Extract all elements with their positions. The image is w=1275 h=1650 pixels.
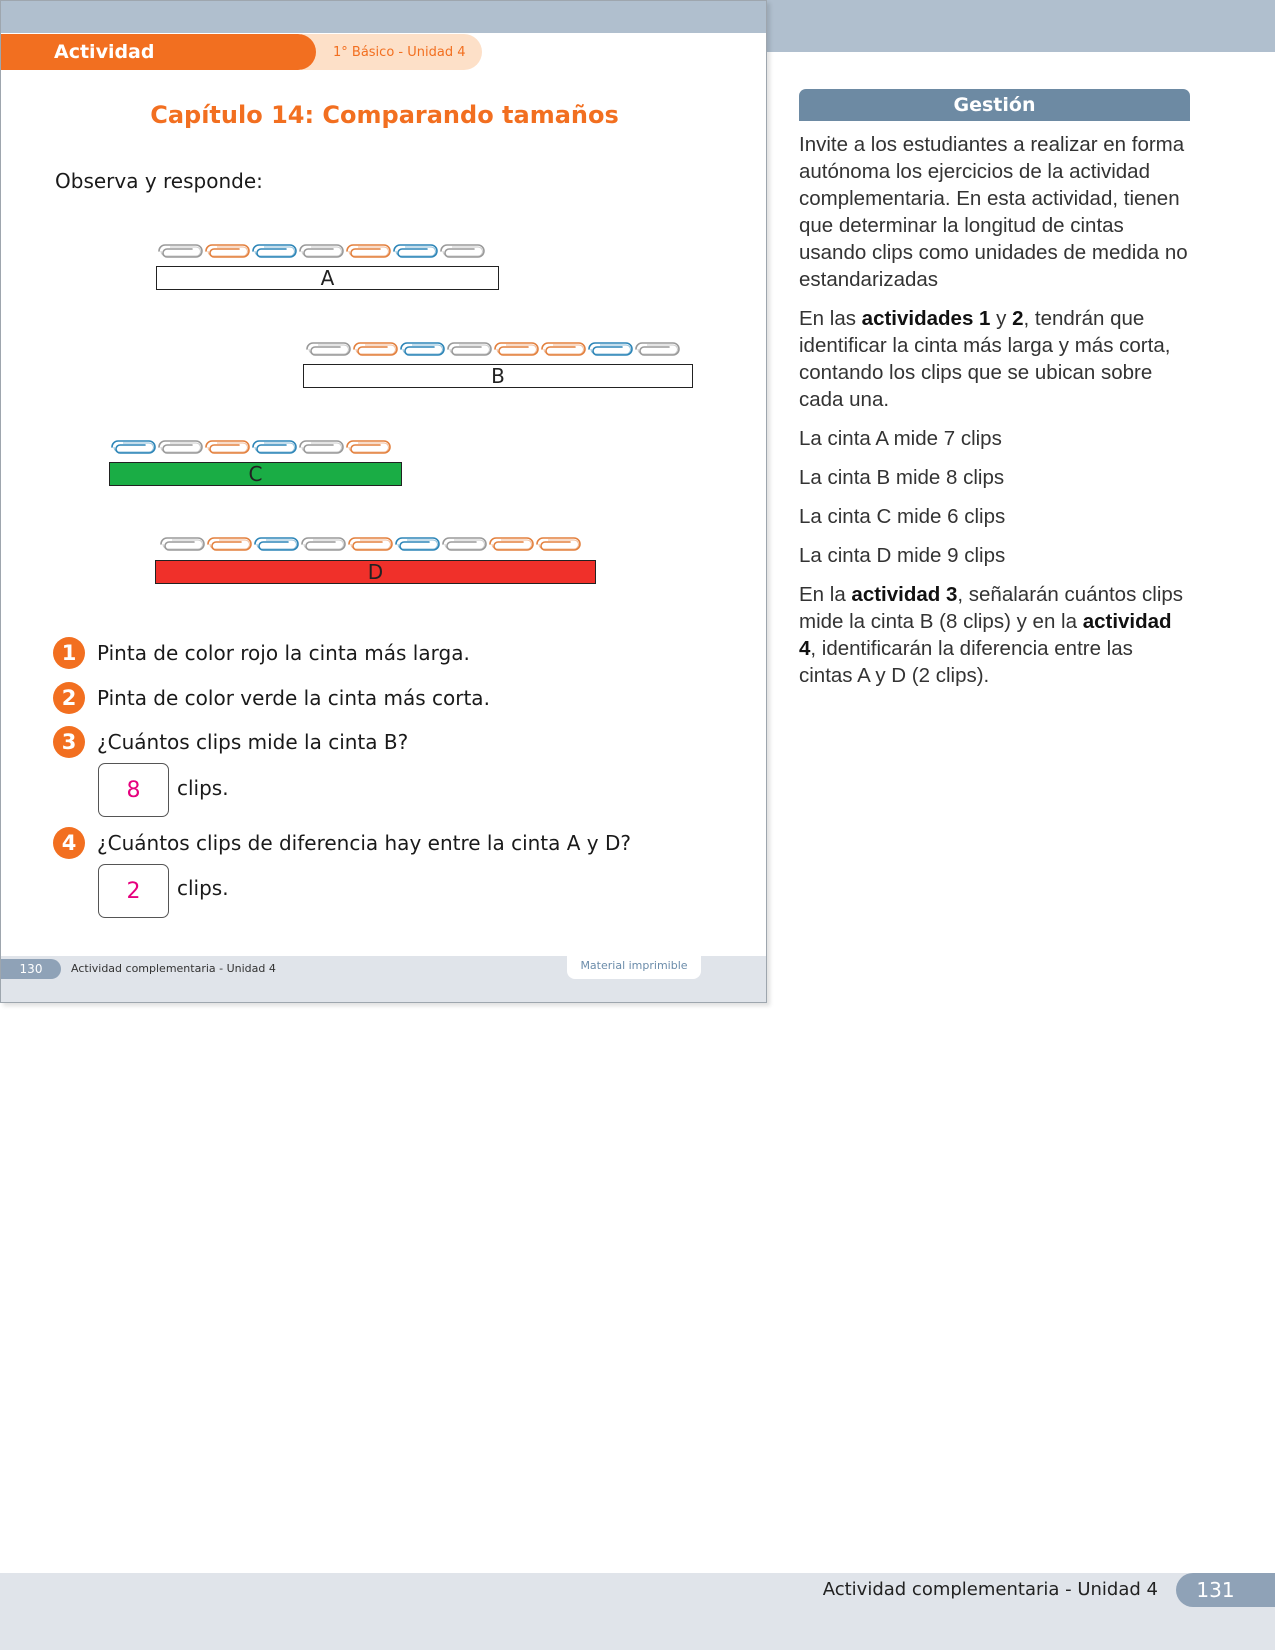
text-run: , señalarán cuántos clips mide la cinta B (8 clips) y en la <box>799 583 1184 633</box>
paper-clip-icon <box>203 438 250 456</box>
answer-box-4[interactable]: 2 <box>98 864 169 918</box>
paper-clip-icon <box>440 535 487 553</box>
left-footer-text: Actividad complementaria - Unidad 4 <box>71 962 276 975</box>
paper-clip-icon <box>304 340 351 358</box>
paper-clip-icon <box>534 535 581 553</box>
grade-unit-tag: 1° Básico - Unidad 4 <box>301 34 482 70</box>
paper-clip-icon <box>487 535 534 553</box>
gestion-header: Gestión <box>799 89 1190 121</box>
material-imprimible-tab: Material imprimible <box>567 954 701 979</box>
gestion-paragraph-3 <box>799 581 1191 689</box>
question-text: Pinta de color rojo la cinta más larga. <box>97 641 470 665</box>
text-run: y <box>990 307 1013 330</box>
clip-row-a <box>156 242 485 260</box>
text-run: En las <box>799 307 862 330</box>
question-text: ¿Cuántos clips mide la cinta B? <box>97 730 409 754</box>
tape-a[interactable]: A <box>156 266 499 290</box>
paper-clip-icon <box>391 242 438 260</box>
paper-clip-icon <box>438 242 485 260</box>
text-run: , identificarán la diferencia entre las cintas A y D (2 clips). <box>799 637 1133 687</box>
bold-run: actividades 1 <box>861 307 991 330</box>
tape-b[interactable]: B <box>303 364 693 388</box>
text-run: En la <box>799 583 852 606</box>
question-number-badge: 4 <box>53 827 85 859</box>
tape-d-measure: La cinta D mide 9 clips <box>799 544 1006 567</box>
paper-clip-icon <box>633 340 680 358</box>
paper-clip-icon <box>445 340 492 358</box>
paper-clip-icon <box>351 340 398 358</box>
answer-box-3[interactable]: 8 <box>98 763 169 817</box>
paper-clip-icon <box>346 535 393 553</box>
text-run: , tendrán que identificar la cinta más larga y más corta, contando los clips que se ubican sobre cada una. <box>799 307 1171 411</box>
paper-clip-icon <box>398 340 445 358</box>
paper-clip-icon <box>297 438 344 456</box>
question-1 <box>53 637 470 669</box>
tape-c-measure: La cinta C mide 6 clips <box>799 505 1006 528</box>
activity-header: Actividad complementaria <box>1 34 316 70</box>
tape-c[interactable]: C <box>109 462 402 486</box>
clip-row-b <box>304 340 680 358</box>
gestion-body <box>799 131 1191 701</box>
right-footer-text: Actividad complementaria - Unidad 4 <box>822 1579 1158 1600</box>
paper-clip-icon <box>252 535 299 553</box>
question-3 <box>53 726 408 758</box>
question-2 <box>53 682 490 714</box>
paper-clip-icon <box>156 242 203 260</box>
paper-clip-icon <box>344 438 391 456</box>
gestion-paragraph-2 <box>799 305 1191 413</box>
paper-clip-icon <box>492 340 539 358</box>
question-number-badge: 2 <box>53 682 85 714</box>
left-page-top-strip <box>1 1 766 33</box>
left-page-number: 130 <box>1 959 61 979</box>
paper-clip-icon <box>205 535 252 553</box>
left-page <box>0 0 767 1003</box>
paper-clip-icon <box>539 340 586 358</box>
answer-unit-4: clips. <box>177 876 229 900</box>
paper-clip-icon <box>158 535 205 553</box>
tape-b-measure: La cinta B mide 8 clips <box>799 466 1005 489</box>
question-text: ¿Cuántos clips de diferencia hay entre la cinta A y D? <box>97 831 632 855</box>
question-4 <box>53 827 631 859</box>
question-number-badge: 3 <box>53 726 85 758</box>
answer-unit-3: clips. <box>177 776 229 800</box>
paper-clip-icon <box>156 438 203 456</box>
clip-row-c <box>109 438 391 456</box>
paper-clip-icon <box>203 242 250 260</box>
instruction-text: Observa y responde: <box>55 169 263 193</box>
paper-clip-icon <box>250 438 297 456</box>
paper-clip-icon <box>586 340 633 358</box>
paper-clip-icon <box>299 535 346 553</box>
paper-clip-icon <box>344 242 391 260</box>
bold-run: 2 <box>1012 307 1024 330</box>
tape-a-measure: La cinta A mide 7 clips <box>799 427 1002 450</box>
question-number-badge: 1 <box>53 637 85 669</box>
paper-clip-icon <box>297 242 344 260</box>
question-text: Pinta de color verde la cinta más corta. <box>97 686 490 710</box>
paper-clip-icon <box>109 438 156 456</box>
right-page-number: 131 <box>1176 1573 1275 1607</box>
chapter-title: Capítulo 14: Comparando tamaños <box>150 101 619 129</box>
gestion-paragraph-1: Invite a los estudiantes a realizar en forma autónoma los ejercicios de la actividad complementaria. En esta actividad, tienen que determinar la longitud de cintas usando clips como unidades de medida no estandarizadas <box>799 133 1188 291</box>
tape-d[interactable]: D <box>155 560 596 584</box>
bold-run: actividad 3 <box>851 583 958 606</box>
bold-run: actividad 4 <box>799 610 1172 660</box>
clip-row-d <box>158 535 581 553</box>
paper-clip-icon <box>250 242 297 260</box>
paper-clip-icon <box>393 535 440 553</box>
